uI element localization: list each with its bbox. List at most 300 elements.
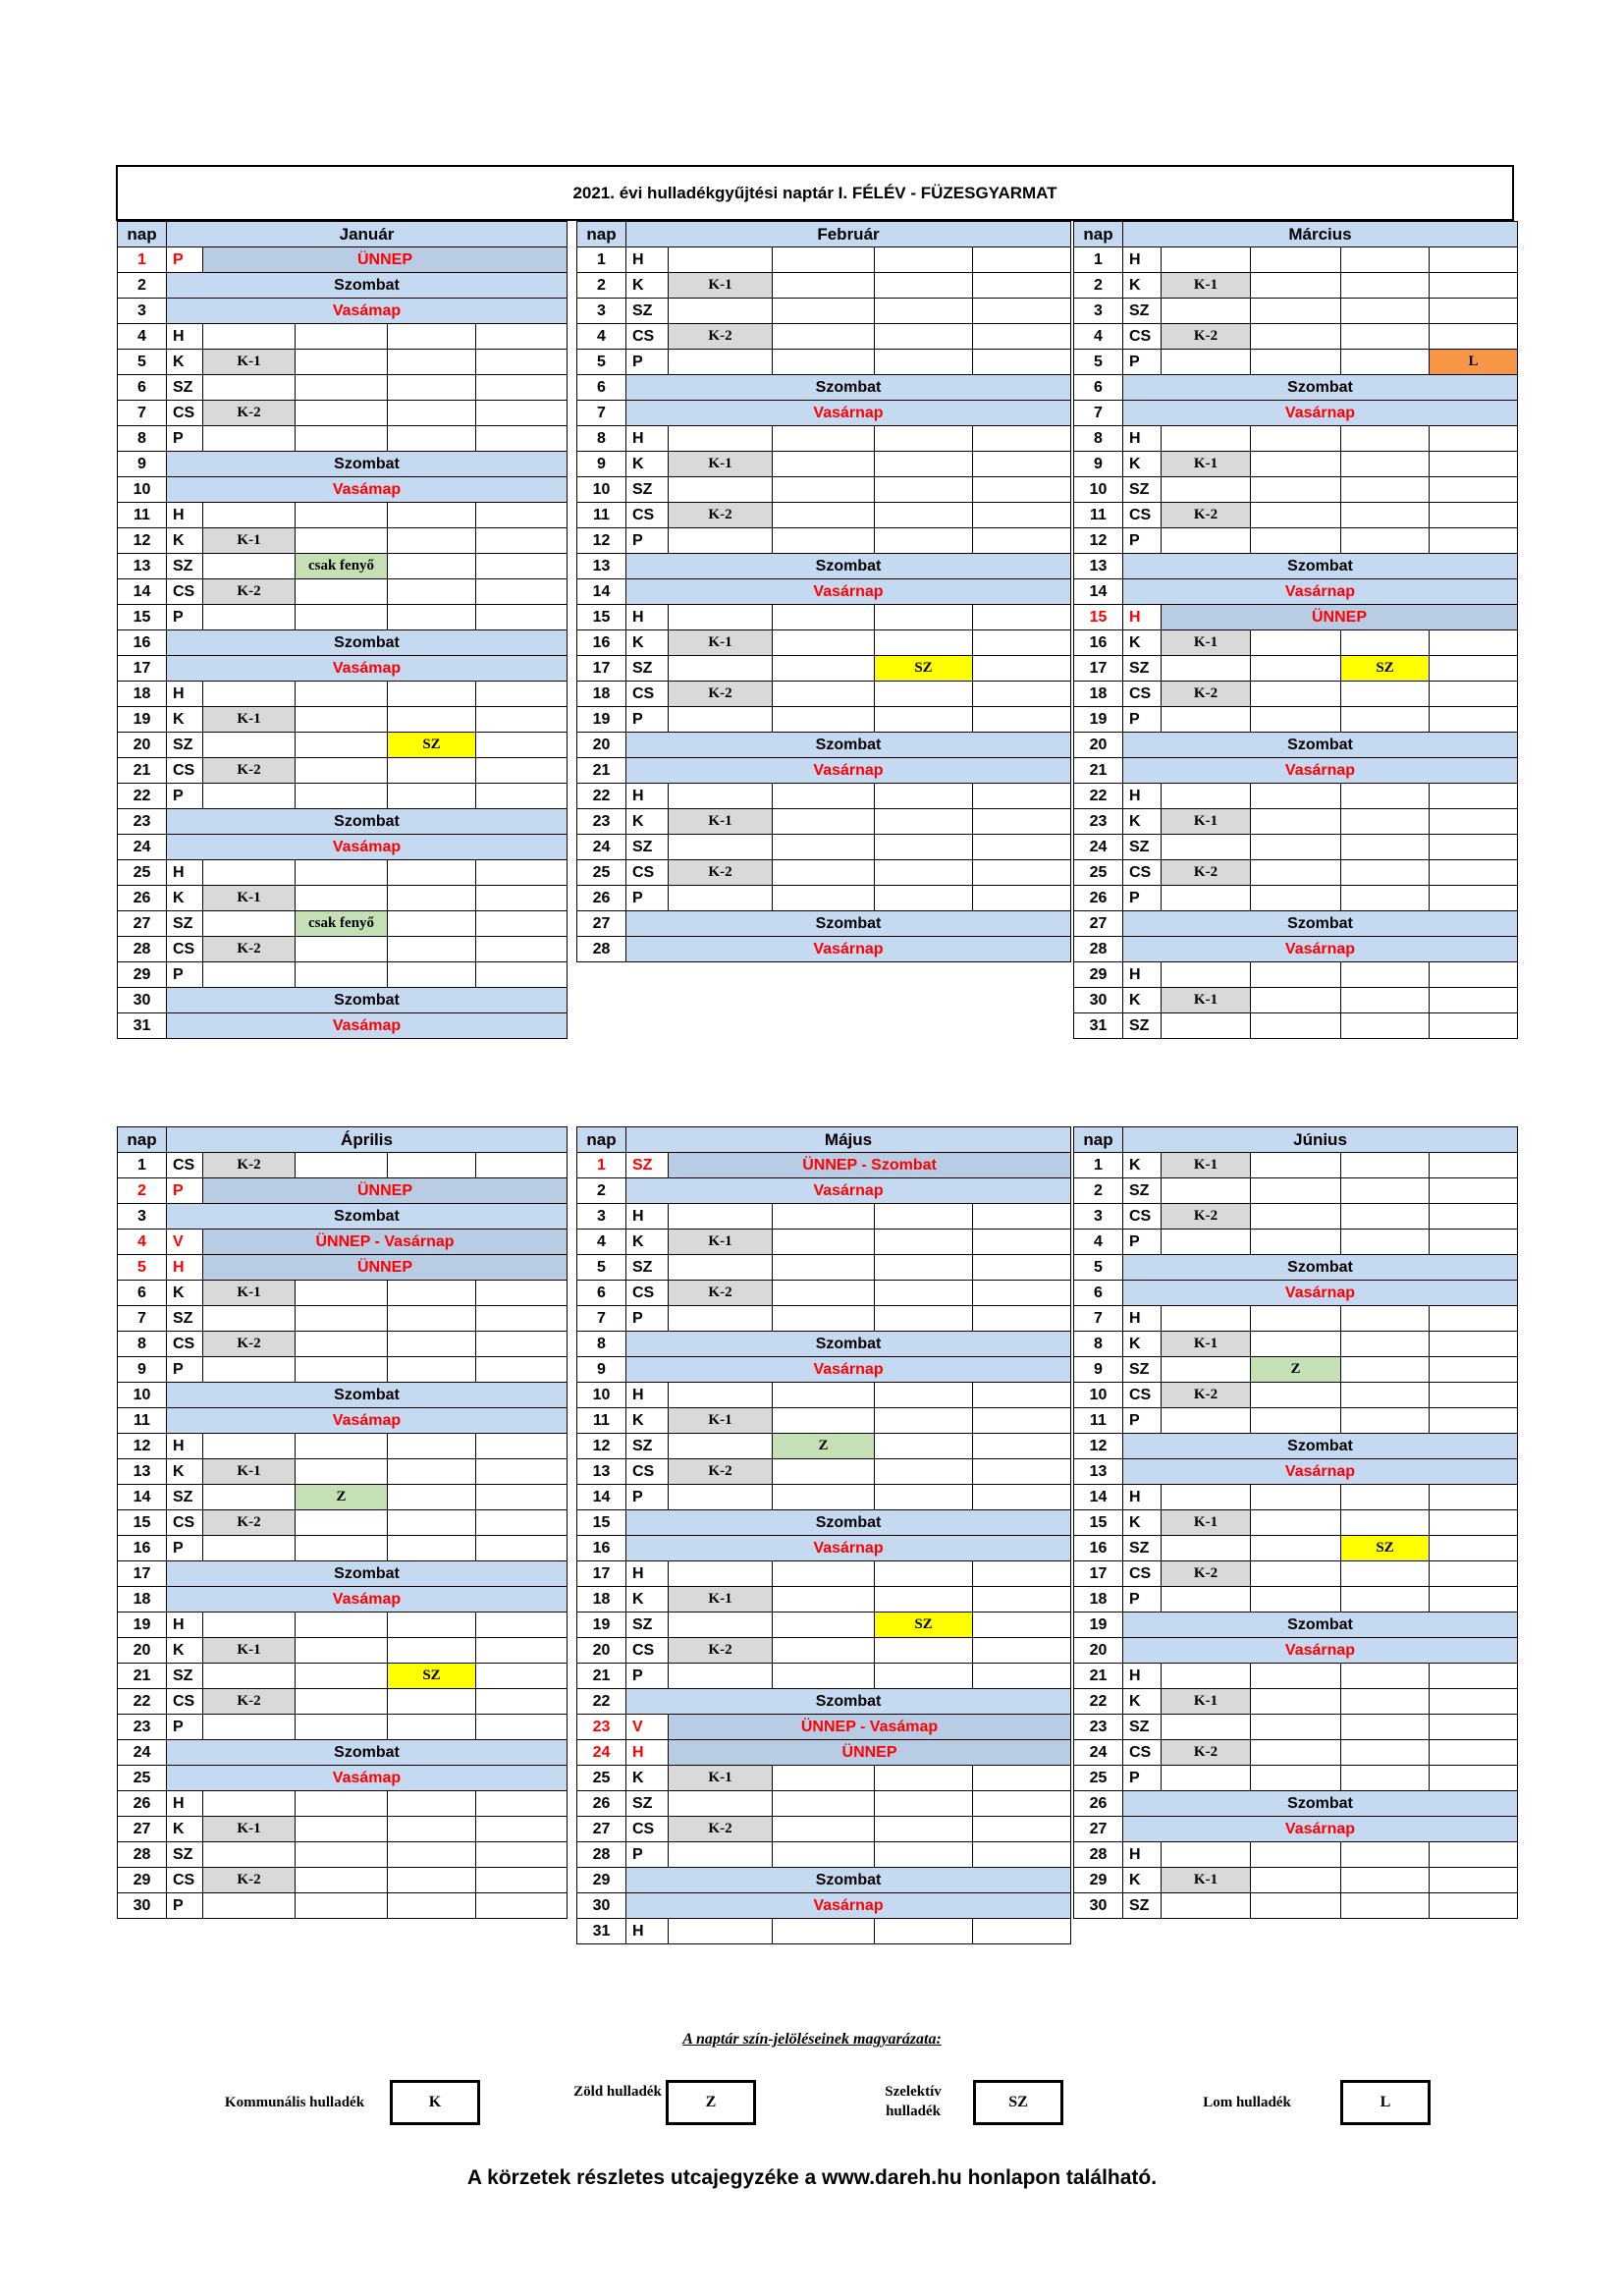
collection-cell	[476, 1536, 568, 1561]
day-number: 28	[1074, 1842, 1123, 1868]
collection-cell	[773, 1664, 875, 1689]
collection-cell	[973, 1434, 1071, 1459]
day-number: 1	[118, 247, 167, 273]
collection-cell	[973, 1459, 1071, 1485]
collection-cell	[203, 503, 296, 528]
nap-header: nap	[118, 222, 167, 247]
day-row	[118, 1357, 568, 1383]
day-number: 10	[1074, 1383, 1123, 1408]
day-row	[1074, 656, 1518, 682]
collection-cell	[973, 503, 1071, 528]
nap-header: nap	[577, 222, 626, 247]
collection-cell	[773, 886, 875, 911]
weekday-letter: P	[626, 350, 669, 375]
collection-cell	[296, 1842, 388, 1868]
collection-cell	[1251, 1153, 1341, 1178]
day-number: 24	[1074, 835, 1123, 860]
collection-cell	[973, 1255, 1071, 1281]
day-number: 15	[118, 605, 167, 630]
day-row	[118, 886, 568, 911]
day-row	[118, 1153, 568, 1178]
day-number: 18	[1074, 1587, 1123, 1613]
collection-cell	[296, 528, 388, 554]
collection-cell	[1430, 1842, 1518, 1868]
collection-cell	[1251, 656, 1341, 682]
collection-cell	[973, 299, 1071, 324]
collection-cell: K-1	[1162, 809, 1251, 835]
month-table-januar	[117, 221, 568, 1039]
holiday-label: ÜNNEP - Vasámap	[669, 1715, 1071, 1740]
day-row	[1074, 1383, 1518, 1408]
collection-cell	[1430, 835, 1518, 860]
collection-cell: K-1	[203, 1459, 296, 1485]
day-number: 30	[1074, 1893, 1123, 1919]
collection-cell	[203, 1613, 296, 1638]
collection-cell	[476, 1893, 568, 1919]
day-row	[1074, 988, 1518, 1013]
sunday-label: Vasárnap	[626, 401, 1071, 426]
collection-cell	[296, 1664, 388, 1689]
collection-cell	[773, 1459, 875, 1485]
collection-cell	[669, 299, 773, 324]
collection-cell	[296, 1817, 388, 1842]
day-number: 8	[118, 1332, 167, 1357]
collection-cell	[1430, 1383, 1518, 1408]
day-number: 5	[1074, 350, 1123, 375]
weekday-letter: CS	[167, 1689, 203, 1715]
day-number: 24	[1074, 1740, 1123, 1766]
collection-cell	[875, 707, 973, 733]
collection-cell	[973, 1383, 1071, 1408]
weekday-letter: P	[167, 426, 203, 452]
weekday-letter: K	[167, 1638, 203, 1664]
collection-cell	[875, 503, 973, 528]
weekday-letter: P	[167, 247, 203, 273]
weekday-letter: CS	[626, 860, 669, 886]
collection-cell	[476, 1357, 568, 1383]
collection-cell	[1251, 452, 1341, 477]
collection-cell	[773, 452, 875, 477]
day-number: 28	[118, 937, 167, 962]
weekday-letter: K	[167, 886, 203, 911]
collection-cell	[1162, 886, 1251, 911]
weekday-letter: H	[1123, 1842, 1162, 1868]
weekday-letter: K	[1123, 809, 1162, 835]
collection-cell: K-2	[669, 1638, 773, 1664]
collection-cell	[1430, 247, 1518, 273]
collection-cell	[1251, 1766, 1341, 1791]
day-number: 18	[118, 682, 167, 707]
day-number: 17	[577, 1561, 626, 1587]
day-number: 24	[577, 835, 626, 860]
day-number: 19	[118, 707, 167, 733]
day-number: 11	[118, 1408, 167, 1434]
day-row	[577, 733, 1071, 758]
collection-cell	[1430, 886, 1518, 911]
collection-cell: K-2	[203, 1689, 296, 1715]
collection-cell	[1341, 299, 1430, 324]
weekday-letter: CS	[1123, 1740, 1162, 1766]
holiday-label: ÜNNEP	[203, 1178, 568, 1204]
weekday-letter: SZ	[1123, 1893, 1162, 1919]
collection-cell	[1430, 1485, 1518, 1510]
weekday-letter: K	[1123, 1689, 1162, 1715]
day-row	[577, 273, 1071, 299]
collection-cell: csak fenyő	[296, 911, 388, 937]
day-number: 10	[577, 477, 626, 503]
saturday-label: Szombat	[626, 1332, 1071, 1357]
collection-cell	[773, 784, 875, 809]
collection-cell	[1430, 1893, 1518, 1919]
collection-cell	[1430, 682, 1518, 707]
collection-cell	[1162, 1485, 1251, 1510]
collection-cell	[1430, 630, 1518, 656]
collection-cell	[1341, 1842, 1430, 1868]
day-row	[118, 1638, 568, 1664]
sunday-label: Vasámap	[167, 1587, 568, 1613]
day-number: 3	[118, 299, 167, 324]
day-number: 31	[1074, 1013, 1123, 1039]
collection-cell	[1162, 350, 1251, 375]
day-row	[118, 528, 568, 554]
holiday-label: ÜNNEP	[203, 247, 568, 273]
day-row	[118, 1561, 568, 1587]
collection-cell	[669, 886, 773, 911]
day-row	[1074, 1459, 1518, 1485]
collection-cell	[773, 860, 875, 886]
weekday-letter: SZ	[1123, 1357, 1162, 1383]
collection-cell: K-2	[203, 1153, 296, 1178]
day-row	[118, 707, 568, 733]
collection-cell	[1162, 1408, 1251, 1434]
day-row	[577, 1689, 1071, 1715]
weekday-letter: P	[167, 962, 203, 988]
day-number: 26	[577, 886, 626, 911]
day-row	[1074, 733, 1518, 758]
collection-cell	[875, 682, 973, 707]
day-number: 11	[118, 503, 167, 528]
day-row	[118, 1740, 568, 1766]
collection-cell	[1341, 835, 1430, 860]
collection-cell	[296, 1281, 388, 1306]
day-row	[577, 682, 1071, 707]
day-number: 15	[577, 605, 626, 630]
saturday-label: Szombat	[1123, 554, 1518, 579]
collection-cell	[296, 1434, 388, 1459]
day-number: 22	[577, 1689, 626, 1715]
collection-cell: K-2	[203, 401, 296, 426]
collection-cell	[388, 605, 476, 630]
collection-cell	[476, 1868, 568, 1893]
day-row	[1074, 682, 1518, 707]
collection-cell: K-2	[203, 758, 296, 784]
day-number: 6	[118, 1281, 167, 1306]
collection-cell	[1162, 247, 1251, 273]
legend-box-lom: L	[1340, 2080, 1431, 2125]
collection-cell	[1341, 1383, 1430, 1408]
collection-cell	[1341, 1408, 1430, 1434]
day-row	[577, 299, 1071, 324]
sunday-label: Vasárnap	[626, 937, 1071, 962]
day-number: 30	[1074, 988, 1123, 1013]
collection-cell	[1251, 1893, 1341, 1919]
collection-cell	[476, 324, 568, 350]
collection-cell	[476, 1281, 568, 1306]
collection-cell	[1430, 1536, 1518, 1561]
day-row	[577, 1664, 1071, 1689]
day-row	[577, 1842, 1071, 1868]
saturday-label: Szombat	[1123, 911, 1518, 937]
collection-cell	[1430, 1357, 1518, 1383]
day-row	[118, 656, 568, 682]
weekday-letter: SZ	[626, 835, 669, 860]
day-row	[577, 1230, 1071, 1255]
collection-cell	[1430, 1332, 1518, 1357]
collection-cell	[476, 1664, 568, 1689]
collection-cell	[1251, 784, 1341, 809]
collection-cell	[388, 886, 476, 911]
collection-cell	[476, 860, 568, 886]
day-number: 9	[577, 452, 626, 477]
collection-cell	[973, 809, 1071, 835]
collection-cell	[388, 324, 476, 350]
collection-cell: K-2	[1162, 1383, 1251, 1408]
day-row	[1074, 324, 1518, 350]
collection-cell	[388, 579, 476, 605]
collection-cell	[875, 1485, 973, 1510]
day-number: 15	[118, 1510, 167, 1536]
collection-cell: Z	[773, 1434, 875, 1459]
day-number: 18	[577, 682, 626, 707]
day-number: 8	[577, 1332, 626, 1357]
day-number: 30	[118, 1893, 167, 1919]
saturday-label: Szombat	[626, 1689, 1071, 1715]
day-row	[118, 503, 568, 528]
collection-cell	[388, 1817, 476, 1842]
collection-cell	[875, 886, 973, 911]
day-number: 5	[577, 350, 626, 375]
collection-cell	[1341, 426, 1430, 452]
day-number: 26	[1074, 1791, 1123, 1817]
collection-cell: K-1	[669, 1587, 773, 1613]
collection-cell	[296, 1306, 388, 1332]
day-row	[1074, 1868, 1518, 1893]
month-name: Május	[626, 1127, 1071, 1153]
collection-cell	[1251, 503, 1341, 528]
day-row	[118, 452, 568, 477]
collection-cell: K-1	[203, 707, 296, 733]
day-row	[1074, 247, 1518, 273]
sunday-label: Vasárnap	[626, 758, 1071, 784]
collection-cell	[1430, 1204, 1518, 1230]
collection-cell: K-1	[669, 809, 773, 835]
day-row	[118, 1383, 568, 1408]
weekday-letter: K	[167, 528, 203, 554]
collection-cell	[296, 605, 388, 630]
day-row	[577, 809, 1071, 835]
day-row	[1074, 1587, 1518, 1613]
day-row	[577, 860, 1071, 886]
collection-cell	[875, 1664, 973, 1689]
day-row	[577, 375, 1071, 401]
weekday-letter: H	[1123, 784, 1162, 809]
day-number: 28	[1074, 937, 1123, 962]
day-row	[118, 375, 568, 401]
collection-cell	[1251, 682, 1341, 707]
day-row	[577, 324, 1071, 350]
collection-cell	[773, 1255, 875, 1281]
collection-cell	[1341, 1306, 1430, 1332]
weekday-letter: P	[167, 1178, 203, 1204]
collection-cell	[296, 682, 388, 707]
holiday-label: ÜNNEP	[203, 1255, 568, 1281]
collection-cell	[476, 1613, 568, 1638]
weekday-letter: P	[167, 1536, 203, 1561]
day-row	[1074, 1230, 1518, 1255]
day-number: 8	[1074, 426, 1123, 452]
day-number: 1	[1074, 1153, 1123, 1178]
collection-cell	[875, 324, 973, 350]
collection-cell	[1162, 1230, 1251, 1255]
collection-cell	[296, 707, 388, 733]
day-row	[1074, 1766, 1518, 1791]
collection-cell: K-2	[669, 503, 773, 528]
collection-cell	[203, 1306, 296, 1332]
day-row	[118, 477, 568, 503]
collection-cell: K-1	[1162, 630, 1251, 656]
day-number: 10	[1074, 477, 1123, 503]
collection-cell	[1162, 1715, 1251, 1740]
month-name: Január	[167, 222, 568, 247]
collection-cell	[1162, 426, 1251, 452]
collection-cell	[773, 528, 875, 554]
collection-cell	[773, 503, 875, 528]
weekday-letter: CS	[167, 937, 203, 962]
day-row	[577, 758, 1071, 784]
weekday-letter: CS	[1123, 682, 1162, 707]
collection-cell	[476, 1510, 568, 1536]
collection-cell	[296, 324, 388, 350]
collection-cell	[476, 1306, 568, 1332]
saturday-label: Szombat	[1123, 733, 1518, 758]
collection-cell: Z	[1251, 1357, 1341, 1383]
day-row	[1074, 426, 1518, 452]
day-number: 26	[118, 886, 167, 911]
collection-cell	[388, 503, 476, 528]
day-row	[1074, 707, 1518, 733]
collection-cell	[476, 1153, 568, 1178]
collection-cell	[875, 1230, 973, 1255]
day-number: 1	[1074, 247, 1123, 273]
day-row	[1074, 937, 1518, 962]
day-number: 1	[577, 1153, 626, 1178]
day-row	[1074, 630, 1518, 656]
day-number: 15	[1074, 605, 1123, 630]
day-number: 27	[577, 1817, 626, 1842]
sunday-label: Vasárnap	[626, 579, 1071, 605]
day-number: 13	[1074, 1459, 1123, 1485]
collection-cell	[388, 528, 476, 554]
collection-cell	[1251, 1013, 1341, 1039]
collection-cell	[773, 350, 875, 375]
collection-cell	[1341, 1485, 1430, 1510]
day-number: 20	[577, 1638, 626, 1664]
weekday-letter: CS	[1123, 324, 1162, 350]
collection-cell	[669, 1255, 773, 1281]
weekday-letter: K	[626, 1408, 669, 1434]
collection-cell	[973, 860, 1071, 886]
collection-cell	[875, 1638, 973, 1664]
weekday-letter: SZ	[167, 733, 203, 758]
collection-cell	[973, 1587, 1071, 1613]
day-row	[577, 1383, 1071, 1408]
day-number: 19	[577, 1613, 626, 1638]
day-row	[118, 1817, 568, 1842]
collection-cell	[1341, 1587, 1430, 1613]
collection-cell	[973, 247, 1071, 273]
collection-cell	[1162, 1664, 1251, 1689]
collection-cell	[1251, 324, 1341, 350]
collection-cell	[773, 1561, 875, 1587]
collection-cell	[203, 784, 296, 809]
collection-cell	[476, 1434, 568, 1459]
collection-cell	[973, 1306, 1071, 1332]
collection-cell: K-1	[203, 528, 296, 554]
day-row	[1074, 1434, 1518, 1459]
day-number: 13	[118, 1459, 167, 1485]
collection-cell	[203, 1434, 296, 1459]
collection-cell	[773, 1817, 875, 1842]
collection-cell	[973, 1664, 1071, 1689]
day-number: 6	[118, 375, 167, 401]
weekday-letter: H	[626, 784, 669, 809]
month-table-aprilis	[117, 1126, 568, 1919]
day-number: 3	[1074, 1204, 1123, 1230]
collection-cell	[1251, 299, 1341, 324]
day-number: 4	[1074, 324, 1123, 350]
day-number: 12	[577, 528, 626, 554]
collection-cell	[1341, 1766, 1430, 1791]
day-number: 25	[118, 860, 167, 886]
day-row	[577, 1766, 1071, 1791]
collection-cell	[875, 1383, 973, 1408]
collection-cell	[1430, 426, 1518, 452]
collection-cell: K-1	[1162, 1689, 1251, 1715]
holiday-label: ÜNNEP	[1162, 605, 1518, 630]
collection-cell	[1341, 962, 1430, 988]
collection-cell	[973, 1919, 1071, 1944]
collection-cell	[875, 784, 973, 809]
collection-cell	[388, 707, 476, 733]
collection-cell	[476, 426, 568, 452]
collection-cell	[203, 1664, 296, 1689]
collection-cell	[875, 1561, 973, 1587]
day-number: 16	[577, 1536, 626, 1561]
weekday-letter: H	[1123, 1664, 1162, 1689]
weekday-letter: H	[626, 1561, 669, 1587]
collection-cell	[1162, 477, 1251, 503]
weekday-letter: SZ	[626, 477, 669, 503]
collection-cell	[669, 247, 773, 273]
sunday-label: Vasárnap	[1123, 579, 1518, 605]
collection-cell	[1251, 1230, 1341, 1255]
collection-cell	[875, 247, 973, 273]
collection-cell	[388, 1306, 476, 1332]
collection-cell	[1430, 1230, 1518, 1255]
day-number: 11	[577, 503, 626, 528]
nap-header: nap	[1074, 1127, 1123, 1153]
collection-cell	[1251, 707, 1341, 733]
